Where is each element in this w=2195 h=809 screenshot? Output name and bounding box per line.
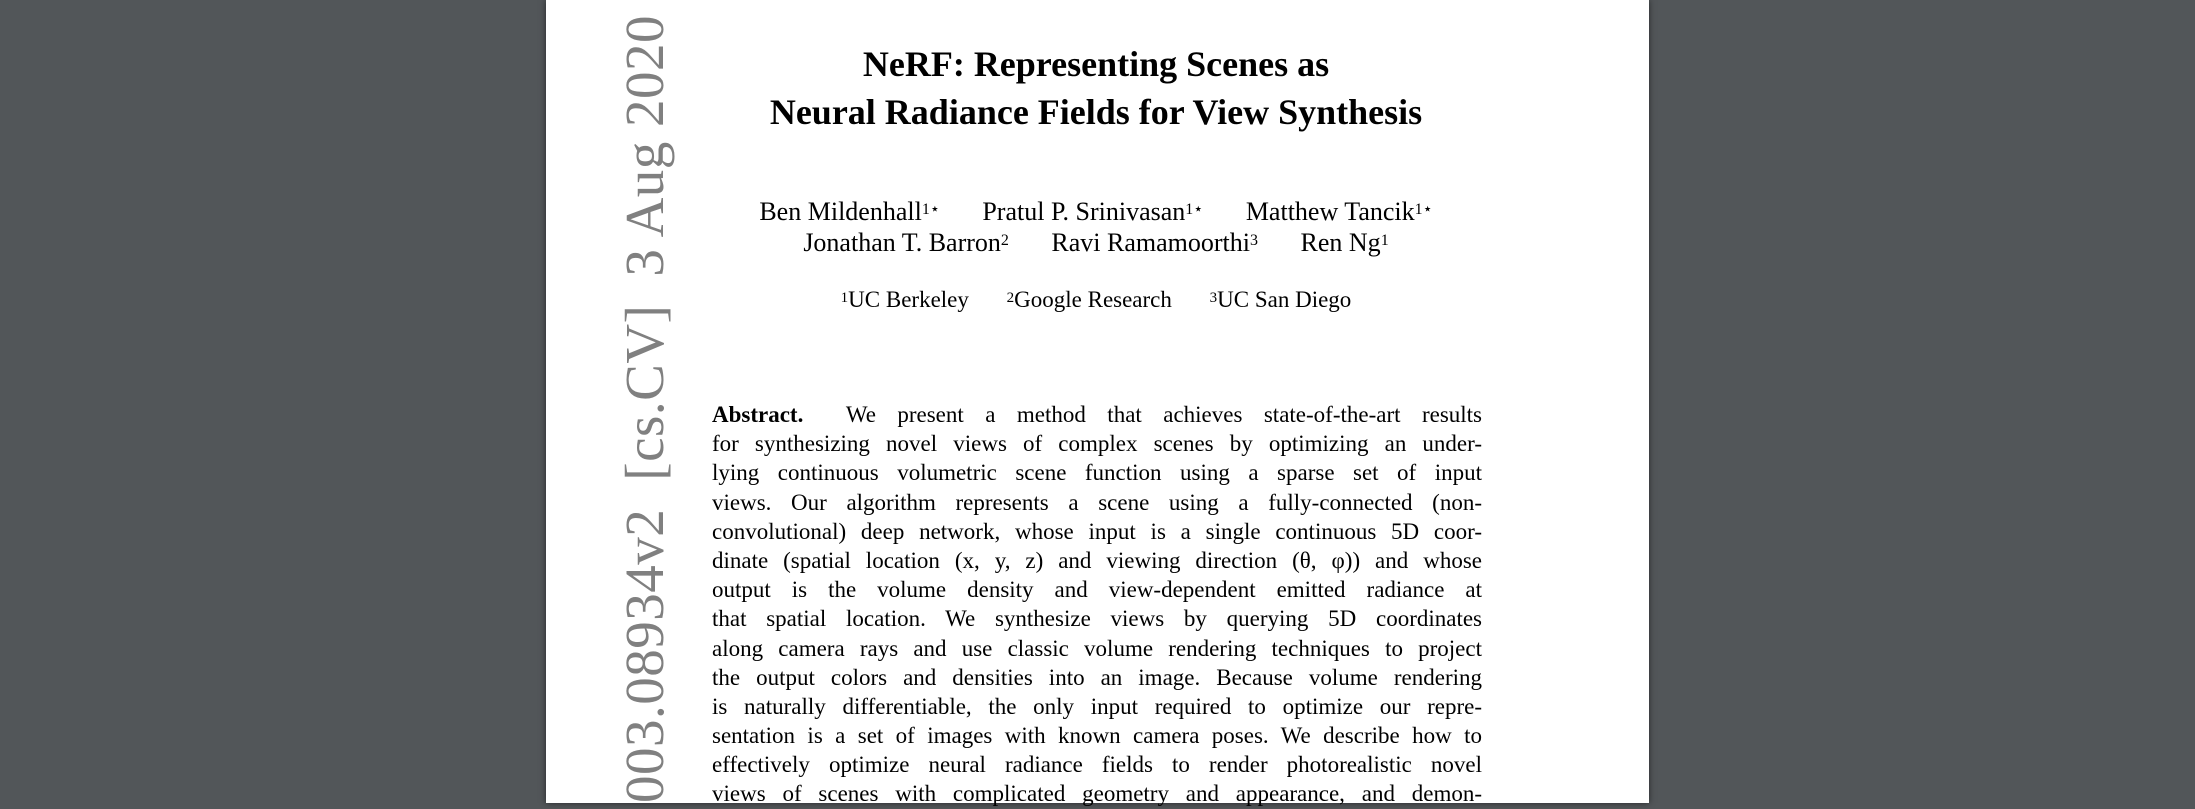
- abstract-line: the output colors and densities into an image. Because volume rendering: [712, 664, 1482, 690]
- author: [982, 196, 1203, 227]
- author-list-row-1: [690, 196, 1502, 227]
- author: [759, 196, 940, 227]
- author-name: Ravi Ramamoorthi: [1051, 228, 1251, 257]
- paper-title: [690, 40, 1502, 136]
- arxiv-side-stamp: [614, 14, 675, 803]
- paper-title-line-1: NeRF: Representing Scenes as: [862, 44, 1330, 84]
- paper-title-line-2: Neural Radiance Fields for View Synthesis: [769, 92, 1423, 132]
- author-name: Jonathan T. Barron: [803, 228, 1001, 257]
- abstract: [712, 400, 1482, 809]
- arxiv-category: [cs.CV]: [614, 304, 675, 481]
- affiliation: [841, 285, 969, 315]
- author-name: Ben Mildenhall: [759, 197, 922, 226]
- affiliation: [1210, 285, 1352, 315]
- affiliation-mark: 2: [1006, 290, 1015, 306]
- affiliation-mark: 1: [840, 290, 849, 306]
- abstract-line: convolutional) deep network, whose input is a single continuous 5D coor-: [712, 518, 1482, 544]
- author-name: Ren Ng: [1300, 228, 1381, 257]
- abstract-line: sentation is a set of images with known camera poses. We describe how to: [712, 723, 1482, 749]
- abstract-heading: Abstract.: [712, 402, 804, 427]
- affiliation-name: UC San Diego: [1217, 287, 1352, 312]
- author: [803, 227, 1009, 258]
- abstract-line: for synthesizing novel views of complex scenes by optimizing an under-: [712, 431, 1482, 457]
- affiliation-name: UC Berkeley: [848, 287, 969, 312]
- author-list-row-2: [690, 227, 1502, 258]
- author-affiliation-mark: 1: [1380, 232, 1389, 249]
- abstract-line: views. Our algorithm represents a scene using a fully-connected (non-: [712, 489, 1482, 515]
- abstract-line: effectively optimize neural radiance fields to render photorealistic novel: [712, 752, 1482, 778]
- abstract-line: lying continuous volumetric scene function using a sparse set of input: [712, 460, 1482, 486]
- author: [1051, 227, 1258, 258]
- author-affiliation-mark: 3: [1250, 232, 1259, 249]
- affiliation-name: Google Research: [1014, 287, 1172, 312]
- author-affiliation-mark: 1⋆: [1185, 201, 1204, 218]
- abstract-line: is naturally differentiable, the only input required to optimize our repre-: [712, 693, 1482, 719]
- author-affiliation-mark: 2: [1000, 232, 1009, 249]
- abstract-line-text: We present a method that achieves state-of-the-art results: [845, 402, 1482, 427]
- author-name: Matthew Tancik: [1245, 197, 1415, 226]
- affiliation-list: [690, 285, 1502, 315]
- arxiv-date: 3 Aug 2020: [614, 14, 675, 277]
- abstract-line: along camera rays and use classic volume rendering techniques to project: [712, 635, 1482, 661]
- author: [1301, 227, 1389, 258]
- author-affiliation-mark: 1⋆: [921, 201, 940, 218]
- affiliation: [1007, 285, 1172, 315]
- abstract-line: [712, 400, 1482, 429]
- abstract-line: dinate (spatial location (x, y, z) and viewing direction (θ, φ)) and whose: [712, 547, 1482, 573]
- abstract-line: that spatial location. We synthesize views by querying 5D coordinates: [712, 606, 1482, 632]
- arxiv-identifier: 003.08934v2: [614, 508, 675, 803]
- author: [1246, 196, 1433, 227]
- abstract-line: output is the volume density and view-dependent emitted radiance at: [712, 577, 1482, 603]
- author-name: Pratul P. Srinivasan: [982, 197, 1186, 226]
- affiliation-mark: 3: [1209, 290, 1218, 306]
- author-affiliation-mark: 1⋆: [1414, 201, 1433, 218]
- abstract-line: views of scenes with complicated geometry and appearance, and demon-: [712, 781, 1482, 807]
